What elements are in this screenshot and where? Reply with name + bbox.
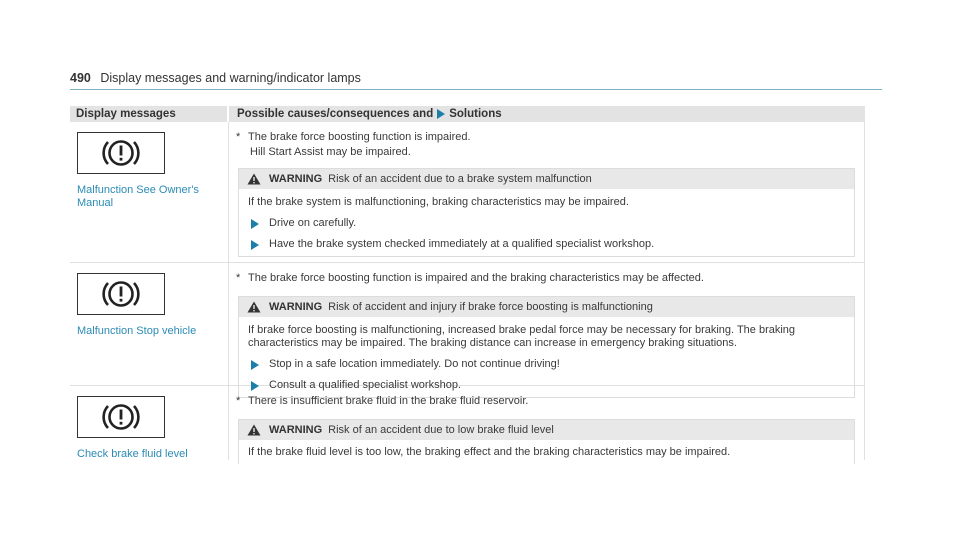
display-message-cell xyxy=(70,386,229,460)
cause-text: The brake force boosting function is impaired and the braking characteristics may be affected. xyxy=(248,272,704,284)
display-message-text: Malfunction Stop vehicle xyxy=(77,325,197,337)
display-message-text: Check brake fluid level xyxy=(77,448,188,460)
warning-text: If the brake system is malfunctioning, braking characteristics may be impaired. xyxy=(248,196,629,208)
table-row xyxy=(70,122,865,263)
step-text: Drive on carefully. xyxy=(269,217,357,229)
brake-warning-lamp-icon xyxy=(77,132,165,174)
solution-step xyxy=(248,358,845,371)
warning-body xyxy=(239,317,854,397)
warning-triangle-icon xyxy=(247,301,261,313)
cause-line: * The brake force boosting function is impaired and the braking characteristics may be affected. xyxy=(236,272,704,284)
column-header-solutions-label: Solutions xyxy=(449,108,502,120)
display-message-cell xyxy=(70,263,229,385)
column-header-causes-label: Possible causes/consequences and xyxy=(237,108,434,120)
cause-text: There is insufficient brake fluid in the brake fluid reservoir. xyxy=(248,395,529,407)
solutions-arrow-icon xyxy=(437,109,445,119)
header-divider xyxy=(70,89,882,90)
messages-table xyxy=(70,106,865,460)
warning-title: Risk of accident and injury if brake force boosting is malfunctioning xyxy=(328,301,653,313)
page-header xyxy=(70,71,361,85)
column-header-causes xyxy=(229,106,865,122)
warning-text: If brake force boosting is malfunctioning, increased brake pedal force may be necessary for braking. The braking characteristics may be impaired. The braking distance can increase in emergency braking situations. xyxy=(248,324,796,349)
warning-body xyxy=(239,189,854,256)
display-message-text: Malfunction See Owner's Manual xyxy=(77,184,199,209)
warning-box xyxy=(238,419,855,464)
warning-label: WARNING xyxy=(269,424,323,436)
step-arrow-icon xyxy=(251,219,259,229)
warning-title: Risk of an accident due to low brake fluid level xyxy=(328,424,554,436)
display-message-cell xyxy=(70,122,229,262)
warning-box xyxy=(238,296,855,398)
page-number: 490 xyxy=(70,71,91,85)
column-header-display-messages: Display messages xyxy=(70,106,229,122)
solution-step xyxy=(248,217,845,230)
page-title: Display messages and warning/indicator lamps xyxy=(100,71,361,85)
causes-cell xyxy=(229,386,865,460)
warning-header xyxy=(239,169,854,189)
causes-cell xyxy=(229,263,865,391)
causes-cell xyxy=(229,122,865,262)
cause-line: * The brake force boosting function is impaired. xyxy=(236,131,471,143)
warning-header xyxy=(239,420,854,440)
warning-body xyxy=(239,440,854,464)
warning-label: WARNING xyxy=(269,301,323,313)
brake-warning-lamp-icon xyxy=(77,273,165,315)
step-text: Have the brake system checked immediately at a qualified specialist workshop. xyxy=(269,238,655,250)
solution-step xyxy=(248,238,845,251)
table-header xyxy=(70,106,865,122)
table-row xyxy=(70,386,865,460)
cause-line: * There is insufficient brake fluid in the brake fluid reservoir. xyxy=(236,395,529,407)
cause-line: Hill Start Assist may be impaired. xyxy=(250,146,411,158)
step-arrow-icon xyxy=(251,360,259,370)
step-text: Consult a qualified specialist workshop. xyxy=(269,379,461,391)
step-arrow-icon xyxy=(251,240,259,250)
table-row xyxy=(70,263,865,391)
cause-text: The brake force boosting function is impaired. xyxy=(248,131,471,143)
warning-box xyxy=(238,168,855,257)
warning-label: WARNING xyxy=(269,173,323,185)
warning-triangle-icon xyxy=(247,173,261,185)
step-text: Stop in a safe location immediately. Do not continue driving! xyxy=(269,358,560,370)
warning-text: If the brake fluid level is too low, the braking effect and the braking characteristics may be impaired. xyxy=(248,446,731,458)
warning-title: Risk of an accident due to a brake system malfunction xyxy=(328,173,592,185)
brake-warning-lamp-icon xyxy=(77,396,165,438)
warning-header xyxy=(239,297,854,317)
warning-triangle-icon xyxy=(247,424,261,436)
